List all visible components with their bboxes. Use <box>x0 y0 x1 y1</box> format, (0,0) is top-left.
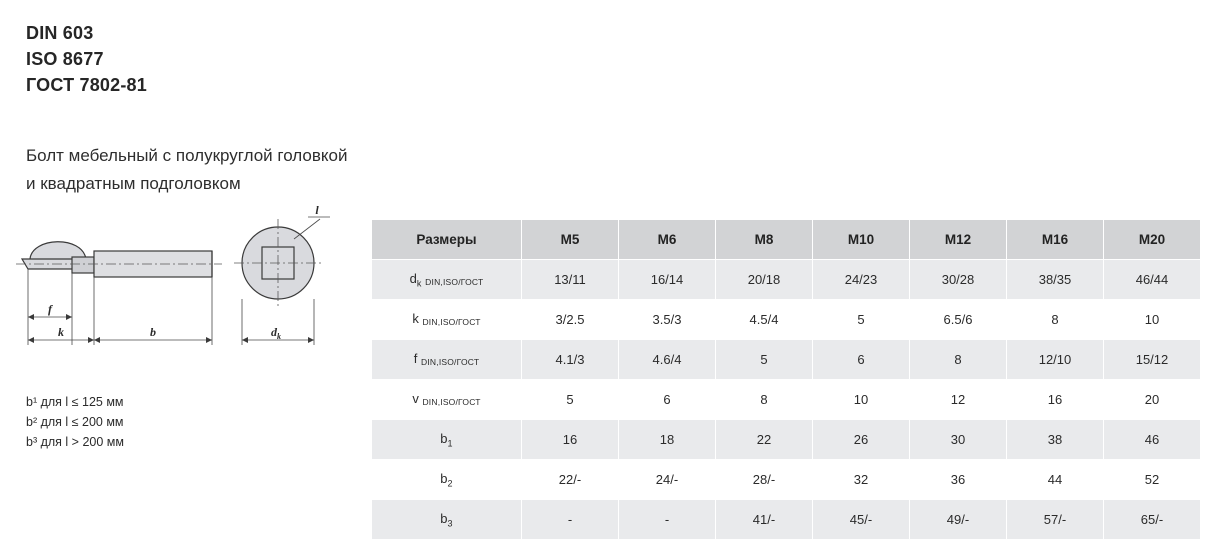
row-label-subscript: k <box>416 278 422 289</box>
header-cell-m6: M6 <box>619 220 716 260</box>
row-label-main: k <box>412 310 419 326</box>
row-label-b1 <box>372 420 522 460</box>
cell-value: 3.5/3 <box>619 300 716 340</box>
cell-value: 38 <box>1007 420 1104 460</box>
cell-value: 3/2.5 <box>522 300 619 340</box>
standard-gost: ГОСТ 7802-81 <box>26 75 147 95</box>
table-header-row <box>372 220 1201 260</box>
row-label-standard: DIN,ISO/ГОСТ <box>425 276 484 287</box>
cell-value: 5 <box>813 300 910 340</box>
cell-value: 12 <box>910 380 1007 420</box>
cell-value: 65/- <box>1104 500 1201 540</box>
table-row <box>372 380 1201 420</box>
cell-value: 6.5/6 <box>910 300 1007 340</box>
header-cell-m10: M10 <box>813 220 910 260</box>
cell-value: 15/12 <box>1104 340 1201 380</box>
cell-value: 45/- <box>813 500 910 540</box>
cell-value: 16 <box>1007 380 1104 420</box>
cell-value: 36 <box>910 460 1007 500</box>
cell-value: 12/10 <box>1007 340 1104 380</box>
table-body <box>372 260 1201 540</box>
cell-value: 8 <box>910 340 1007 380</box>
cell-value: 8 <box>1007 300 1104 340</box>
row-label-main: v <box>412 390 419 406</box>
cell-value: 38/35 <box>1007 260 1104 300</box>
footnotes <box>26 392 124 452</box>
table-head <box>372 220 1201 260</box>
footnote-b2: b² для l ≤ 200 мм <box>26 415 124 429</box>
cell-value: 30 <box>910 420 1007 460</box>
footnote-b3: b³ для l > 200 мм <box>26 435 124 449</box>
cell-value: 4.6/4 <box>619 340 716 380</box>
cell-value: 13/11 <box>522 260 619 300</box>
table-row <box>372 300 1201 340</box>
cell-value: 22/- <box>522 460 619 500</box>
header-cell-m16: M16 <box>1007 220 1104 260</box>
header-cell-sizes: Размеры <box>372 220 522 260</box>
cell-value: 57/- <box>1007 500 1104 540</box>
cell-value: 4.5/4 <box>716 300 813 340</box>
cell-value: 46/44 <box>1104 260 1201 300</box>
cell-value: 4.1/3 <box>522 340 619 380</box>
row-label-main: b <box>440 510 448 526</box>
row-label-main: f <box>413 350 418 366</box>
cell-value: 5 <box>522 380 619 420</box>
cell-value: 24/- <box>619 460 716 500</box>
footnote-b1: b¹ для l ≤ 125 мм <box>26 395 124 409</box>
dimensions-table <box>371 219 1201 540</box>
cell-value: 28/- <box>716 460 813 500</box>
cell-value: 16/14 <box>619 260 716 300</box>
cell-value: 22 <box>716 420 813 460</box>
cell-value: 44 <box>1007 460 1104 500</box>
standard-iso: ISO 8677 <box>26 49 104 69</box>
header-cell-m12: M12 <box>910 220 1007 260</box>
row-label-main: b <box>440 470 448 486</box>
cell-value: 49/- <box>910 500 1007 540</box>
standards-title-block <box>26 20 147 98</box>
cell-value: 6 <box>813 340 910 380</box>
row-label-v <box>372 380 522 420</box>
bolt-drawing-svg <box>8 205 348 380</box>
cell-value: - <box>619 500 716 540</box>
drawing-label-dk: $d_k$ <box>271 325 281 341</box>
header-cell-m5: M5 <box>522 220 619 260</box>
header-cell-m20: M20 <box>1104 220 1201 260</box>
cell-value: 10 <box>1104 300 1201 340</box>
cell-value: 18 <box>619 420 716 460</box>
cell-value: 8 <box>716 380 813 420</box>
product-description-line-2: и квадратным подголовком <box>26 174 241 193</box>
drawing-label-f: f <box>48 302 52 316</box>
standard-din: DIN 603 <box>26 23 94 43</box>
header-cell-m8: M8 <box>716 220 813 260</box>
drawing-label-l: l <box>315 205 319 217</box>
cell-value: 6 <box>619 380 716 420</box>
cell-value: 20/18 <box>716 260 813 300</box>
row-label-k <box>372 300 522 340</box>
row-label-main: d <box>409 270 417 286</box>
drawing-label-k: k <box>58 325 64 339</box>
row-label-b2 <box>372 460 522 500</box>
cell-value: 52 <box>1104 460 1201 500</box>
row-label-standard: DIN,ISO/ГОСТ <box>422 316 481 327</box>
cell-value: 10 <box>813 380 910 420</box>
cell-value: 20 <box>1104 380 1201 420</box>
cell-value: 26 <box>813 420 910 460</box>
technical-drawing <box>8 205 348 380</box>
cell-value: 24/23 <box>813 260 910 300</box>
cell-value: 16 <box>522 420 619 460</box>
drawing-label-b: b <box>150 325 156 339</box>
row-label-dk <box>372 260 522 300</box>
row-label-subscript: 2 <box>447 478 453 489</box>
row-label-subscript: 3 <box>447 518 453 529</box>
table-row <box>372 500 1201 540</box>
cell-value: 30/28 <box>910 260 1007 300</box>
row-label-subscript: 1 <box>447 438 453 449</box>
cell-value: - <box>522 500 619 540</box>
cell-value: 32 <box>813 460 910 500</box>
cell-value: 41/- <box>716 500 813 540</box>
row-label-main: b <box>440 430 448 446</box>
product-description-line-1: Болт мебельный с полукруглой головкой <box>26 146 348 165</box>
cell-value: 46 <box>1104 420 1201 460</box>
cell-value: 5 <box>716 340 813 380</box>
row-label-standard: DIN,ISO/ГОСТ <box>422 396 481 407</box>
row-label-b3 <box>372 500 522 540</box>
table-row <box>372 420 1201 460</box>
table-row <box>372 260 1201 300</box>
table-row <box>372 460 1201 500</box>
table-row <box>372 340 1201 380</box>
product-description <box>26 142 347 198</box>
row-label-f <box>372 340 522 380</box>
dimensions-table-wrap <box>371 219 1201 540</box>
row-label-standard: DIN,ISO/ГОСТ <box>421 356 480 367</box>
